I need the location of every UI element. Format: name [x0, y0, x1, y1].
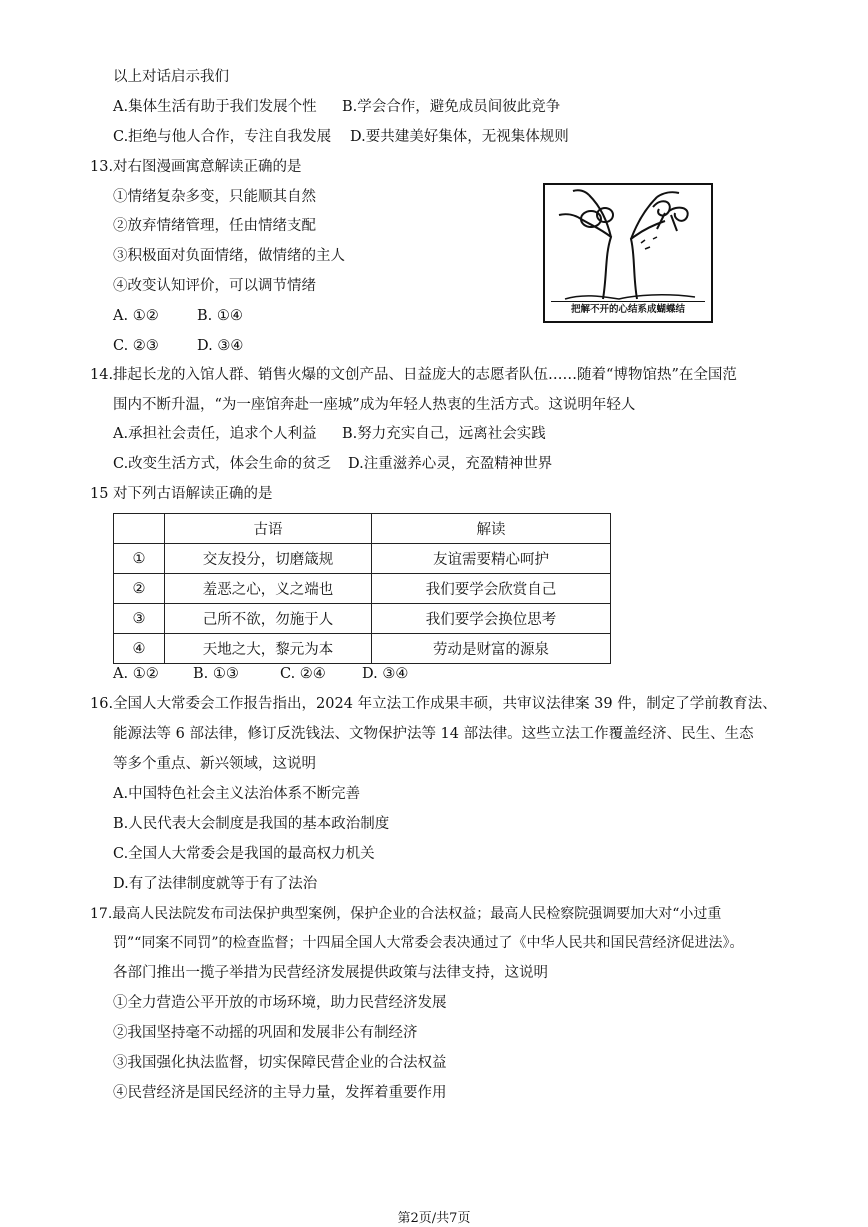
q16-stem-line3: 等多个重点、新兴领域，这说明 — [113, 756, 316, 772]
table-row — [114, 604, 611, 634]
q17-stem-line2: 罚”“同案不同罚”的检查监督；十四届全国人大常委会表决通过了《中华人民共和国民营经济促进法》。 — [113, 935, 744, 951]
q12-option-b: B.学会合作，避免成员间彼此竞争 — [342, 99, 561, 115]
table-cell: 羞恶之心，义之端也 — [165, 574, 372, 604]
q16-stem-line2: 能源法等 6 部法律，修订反洗钱法、文物保护法等 14 部法律。这些立法工作覆盖经济、民生、生态 — [113, 726, 754, 742]
q13-option-b: B. ①④ — [197, 308, 243, 324]
q14-option-c: C.改变生活方式，体会生命的贫乏 — [113, 456, 332, 472]
q15-option-b: B. ①③ — [193, 666, 239, 682]
q13-stem: 13.对右图漫画寓意解读正确的是 — [90, 159, 302, 175]
q17-item-3: ③我国强化执法监督，切实保障民营企业的合法权益 — [113, 1055, 447, 1071]
tree-with-bow-drawing — [545, 185, 711, 303]
q15-option-d: D. ③④ — [362, 666, 409, 682]
q14-option-d: D.注重滋养心灵，充盈精神世界 — [348, 456, 553, 472]
table-cell: 己所不欲，勿施于人 — [165, 604, 372, 634]
q17-item-1: ①全力营造公平开放的市场环境，助力民营经济发展 — [113, 995, 447, 1011]
q12-option-c: C.拒绝与他人合作，专注自我发展 — [113, 129, 332, 145]
table-cell: ③ — [114, 604, 165, 634]
table-cell: 友谊需要精心呵护 — [372, 544, 611, 574]
page-number-footer: 第2页/共7页 — [397, 1211, 471, 1226]
q13-item-4: ④改变认知评价，可以调节情绪 — [113, 278, 316, 294]
q15-option-c: C. ②④ — [280, 666, 326, 682]
table-cell: ④ — [114, 634, 165, 664]
table-cell: 交友投分，切磨箴规 — [165, 544, 372, 574]
q13-option-c: C. ②③ — [113, 338, 159, 354]
table-cell: 劳动是财富的源泉 — [372, 634, 611, 664]
q14-option-a: A.承担社会责任，追求个人利益 — [113, 426, 317, 442]
table-row — [114, 574, 611, 604]
ancient-sayings-table — [113, 513, 611, 664]
q13-option-a: A. ①② — [113, 308, 159, 324]
q15-option-a: A. ①② — [113, 666, 159, 682]
q13-item-2: ②放弃情绪管理，任由情绪支配 — [113, 218, 316, 234]
q16-option-c: C.全国人大常委会是我国的最高权力机关 — [113, 846, 375, 862]
q16-option-a: A.中国特色社会主义法治体系不断完善 — [113, 786, 361, 802]
table-row — [114, 544, 611, 574]
comic-caption: 把解不开的心结系成蝴蝶结 — [551, 301, 705, 318]
table-header-cell: 古语 — [165, 514, 372, 544]
q17-stem-line1: 17.最高人民法院发布司法保护典型案例，保护企业的合法权益；最高人民检察院强调要加大对“小过重 — [90, 906, 722, 922]
question-intro-tail: 以上对话启示我们 — [113, 69, 229, 85]
comic-illustration — [543, 183, 713, 323]
table-header-cell — [114, 514, 165, 544]
q15-stem: 15 对下列古语解读正确的是 — [90, 486, 273, 502]
q17-item-4: ④民营经济是国民经济的主导力量，发挥着重要作用 — [113, 1085, 447, 1101]
q12-option-a: A.集体生活有助于我们发展个性 — [113, 99, 317, 115]
q14-stem-line1: 14.排起长龙的入馆人群、销售火爆的文创产品、日益庞大的志愿者队伍……随着“博物馆热”在全国范 — [90, 367, 737, 383]
q14-option-b: B.努力充实自己，远离社会实践 — [342, 426, 546, 442]
q16-stem-line1: 16.全国人大常委会工作报告指出，2024 年立法工作成果丰硕，共审议法律案 39 件，制定了学前教育法、 — [90, 696, 777, 712]
table-header-cell: 解读 — [372, 514, 611, 544]
q16-option-d: D.有了法律制度就等于有了法治 — [113, 876, 318, 892]
table-header-row — [114, 514, 611, 544]
table-cell: 我们要学会换位思考 — [372, 604, 611, 634]
q12-option-d: D.要共建美好集体，无视集体规则 — [350, 129, 569, 145]
q13-option-d: D. ③④ — [197, 338, 244, 354]
q13-item-3: ③积极面对负面情绪，做情绪的主人 — [113, 248, 345, 264]
table-cell: 天地之大，黎元为本 — [165, 634, 372, 664]
table-cell: ② — [114, 574, 165, 604]
q13-item-1: ①情绪复杂多变，只能顺其自然 — [113, 189, 316, 205]
q16-option-b: B.人民代表大会制度是我国的基本政治制度 — [113, 816, 390, 832]
table-cell: ① — [114, 544, 165, 574]
q17-stem-line3: 各部门推出一揽子举措为民营经济发展提供政策与法律支持，这说明 — [113, 965, 548, 981]
table-cell: 我们要学会欣赏自己 — [372, 574, 611, 604]
table-row — [114, 634, 611, 664]
q17-item-2: ②我国坚持毫不动摇的巩固和发展非公有制经济 — [113, 1025, 418, 1041]
q14-stem-line2: 围内不断升温，“为一座馆奔赴一座城”成为年轻人热衷的生活方式。这说明年轻人 — [113, 397, 636, 413]
